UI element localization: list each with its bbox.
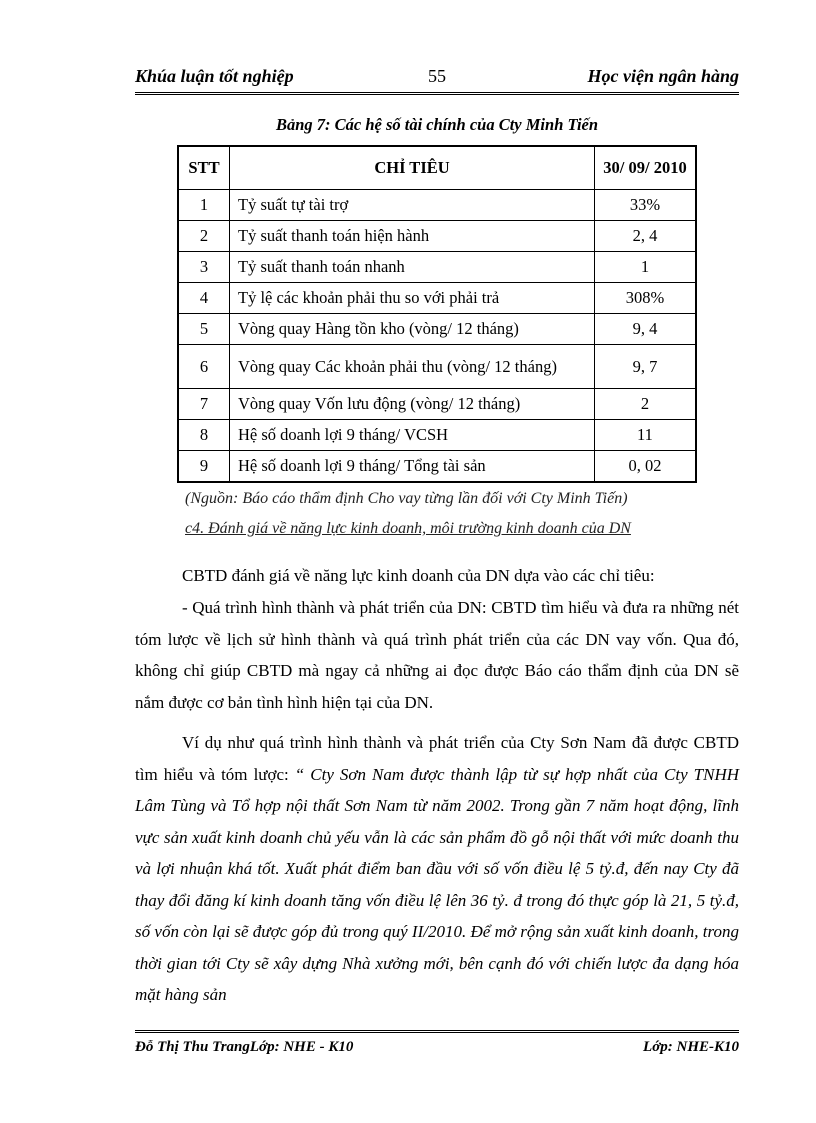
table-row [178,283,696,314]
section-subheading: c4. Đánh giá về năng lực kinh doanh, môi trường kinh doanh của DN [185,520,631,537]
table-title: Bảng 7: Các hệ số tài chính của Cty Minh Tiến [275,115,599,134]
paragraph-text: CBTD đánh giá về năng lực kinh doanh của DN dựa vào các chỉ tiêu: [182,566,655,585]
page-number: 55 [428,66,446,86]
table-row [178,190,696,221]
paragraph-intro: Ví dụ như quá trình hình thành và phát triển của Cty Sơn Nam đã được CBTD tìm hiểu và tóm lược: [135,733,739,784]
paragraph-quote: “ Cty Sơn Nam được thành lập từ sự hợp nhất của Cty TNHH Lâm Tùng và Tổ hợp nội thất Sơn Nam từ năm 2002. Trong gần 7 năm hoạt động, lĩnh vực sản xuất kinh doanh chủ yếu vẫn là các sản phẩm đồ gỗ nội thất với mức doanh thu và lợi nhuận khá tốt. Xuất phát điểm ban đầu với số vốn điều lệ 5 tỷ.đ, đến nay Cty đã thay đổi đăng kí kinh doanh tăng vốn điều lệ lên 36 tỷ. đ trong đó thực góp là 21, 5 tỷ.đ, số vốn còn lại sẽ được góp đủ trong quý II/2010. Để mở rộng sản xuất kinh doanh, trong thời gian tới Cty sẽ xây dựng Nhà xưởng mới, bên cạnh đó với chiến lược đa dạng hóa mặt hàng sản [135,764,740,1004]
row-label: Hệ số doanh lợi 9 tháng/ Tổng tài sản [230,451,595,483]
row-label: Vòng quay Vốn lưu động (vòng/ 12 tháng) [230,389,595,420]
financial-ratios-table [177,145,697,483]
row-value: 9, 4 [595,314,697,345]
row-label: Tỷ suất thanh toán hiện hành [230,221,595,252]
row-label: Hệ số doanh lợi 9 tháng/ VCSH [230,420,595,451]
table-header-row [178,146,696,190]
table-row [178,420,696,451]
table-row [178,314,696,345]
table-row [178,451,696,483]
row-label: Tỷ suất tự tài trợ [230,190,595,221]
row-stt: 4 [178,283,230,314]
row-stt: 8 [178,420,230,451]
paragraph-text [135,727,739,1011]
row-stt: 7 [178,389,230,420]
row-stt: 5 [178,314,230,345]
row-value: 2 [595,389,697,420]
footer-class: Lớp: NHE-K10 [643,1039,739,1055]
body-paragraph-2 [135,592,739,718]
row-value: 11 [595,420,697,451]
row-label: Tỷ lệ các khoản phải thu so với phải trả [230,283,595,314]
row-label: Tỷ suất thanh toán nhanh [230,252,595,283]
header-institution: Học viện ngân hàng [587,66,739,86]
header-thesis-label: Khúa luận tốt nghiệp [135,66,294,86]
table-row [178,345,696,389]
column-header-date: 30/ 09/ 2010 [595,146,697,190]
table-source-note: (Nguồn: Báo cáo thẩm định Cho vay từng lần đối với Cty Minh Tiến) [185,490,628,507]
row-label: Vòng quay Hàng tồn kho (vòng/ 12 tháng) [230,314,595,345]
row-value: 0, 02 [595,451,697,483]
row-stt: 9 [178,451,230,483]
paragraph-text: - Quá trình hình thành và phát triển của DN: CBTD tìm hiểu và đưa ra những nét tóm lược về lịch sử hình thành và quá trình phát triển của các DN vay vốn. Qua đó, không chỉ giúp CBTD mà ngay cả những ai đọc được Báo cáo thẩm định của DN sẽ nắm được cơ bản tình hình hiện tại của DN. [135,598,739,712]
table-row [178,221,696,252]
body-paragraph-3 [135,727,739,1011]
table-row [178,252,696,283]
row-stt: 3 [178,252,230,283]
row-label: Vòng quay Các khoản phải thu (vòng/ 12 tháng) [230,345,595,389]
row-value: 9, 7 [595,345,697,389]
row-value: 33% [595,190,697,221]
row-stt: 1 [178,190,230,221]
footer-author: Đỗ Thị Thu TrangLớp: NHE - K10 [135,1039,354,1055]
row-value: 308% [595,283,697,314]
column-header-stt: STT [178,146,230,190]
column-header-indicator: CHỈ TIÊU [230,146,595,190]
row-value: 1 [595,252,697,283]
page-footer [135,1030,739,1059]
row-stt: 6 [178,345,230,389]
body-paragraph-1 [135,560,739,592]
row-stt: 2 [178,221,230,252]
row-value: 2, 4 [595,221,697,252]
page-header [135,64,739,95]
table-row [178,389,696,420]
